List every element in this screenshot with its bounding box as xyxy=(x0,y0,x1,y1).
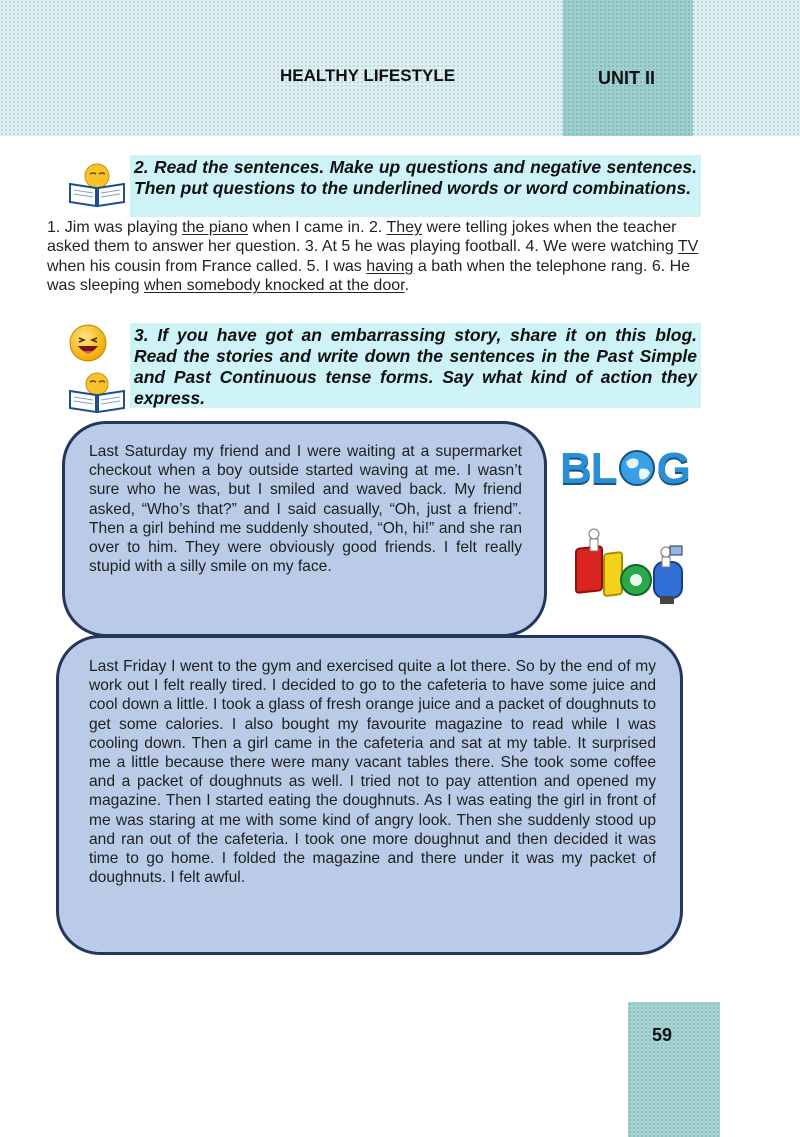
story-1-text: Last Saturday my friend and I were waiting at a supermarket checkout when a boy outside started waving at me. I wasn’t sure who he was, but I smiled and waved back. My friend asked, “Who’s that?” and I said casually, “Oh, just a friend”. Then a girl behind me suddenly shouted, “Oh, hi!” and she ran over to him. They were obviously good friends. I felt really stupid with a silly smile on my face. xyxy=(89,443,522,576)
page-number-box xyxy=(628,1002,720,1137)
sentence-text: were telling jokes when the teacher asked them to answer her question. 3. At 5 he was playing football. 4. We were watching xyxy=(47,219,678,256)
sentence-text: . xyxy=(404,277,410,295)
task-3-heading: 3. If you have got an embarrassing story, share it on this blog. Read the stories and write down the sentences in the Past Simple and Past Continuous tense forms. Say what kind of action they express. xyxy=(130,323,701,408)
sentence-text: when I came in. 2. xyxy=(248,219,387,236)
underlined-words: TV xyxy=(677,238,699,256)
blog-logo-letters-left: BL xyxy=(560,444,617,493)
task-2-heading: 2. Read the sentences. Make up questions and negative sentences. Then put questions to the underlined words or word combinations. xyxy=(130,155,701,217)
sentence-text: 1. Jim was playing xyxy=(47,219,183,236)
reading-smiley-icon xyxy=(66,370,128,414)
reading-smiley-icon xyxy=(66,160,128,208)
blog-logo-letters-right: G xyxy=(656,444,690,493)
globe-icon xyxy=(618,449,656,487)
blog-3d-letters-icon xyxy=(566,520,694,612)
underlined-words: when somebody knocked at the door xyxy=(143,277,405,295)
task-2-sentences xyxy=(47,218,701,296)
underlined-words: the piano xyxy=(182,219,249,236)
story-bubble-2 xyxy=(56,635,683,955)
story-bubble-1 xyxy=(62,421,547,637)
blog-logo xyxy=(560,444,696,493)
story-2-text: Last Friday I went to the gym and exercised quite a lot there. So by the end of my work out I felt really tired. I decided to go to the cafeteria to have some juice and cool down a little. I took a glass of fresh orange juice and a packet of doughnuts to get some calories. I also bought my favourite magazine to read while I was cooling down. Then a girl came in the cafeteria and sat at my table. It surprised me a little because there were many vacant tables there. She took some coffee and a packet of doughnuts as well. I tried not to pay attention and opened my magazine. Then I started eating the doughnuts. As I was eating the girl in front of me was staring at me with some kind of angry look. Then she suddenly stood up and ran out of the cafeteria. I took one more doughnut and then decided it was time to go home. I folded the magazine and there under it was my packet of doughnuts. I felt awful. xyxy=(89,658,656,887)
underlined-words: having xyxy=(366,257,414,275)
page-header-title: HEALTHY LIFESTYLE xyxy=(280,66,456,85)
page-number: 59 xyxy=(652,1025,673,1045)
sentence-text: when his cousin from France called. 5. I was xyxy=(47,257,367,275)
laughing-smiley-icon xyxy=(68,323,108,363)
sentence-text: a bath when the telephone rang. 6. He was sleeping xyxy=(47,257,691,295)
unit-label: UNIT II xyxy=(598,68,655,88)
underlined-words: They xyxy=(386,219,423,236)
